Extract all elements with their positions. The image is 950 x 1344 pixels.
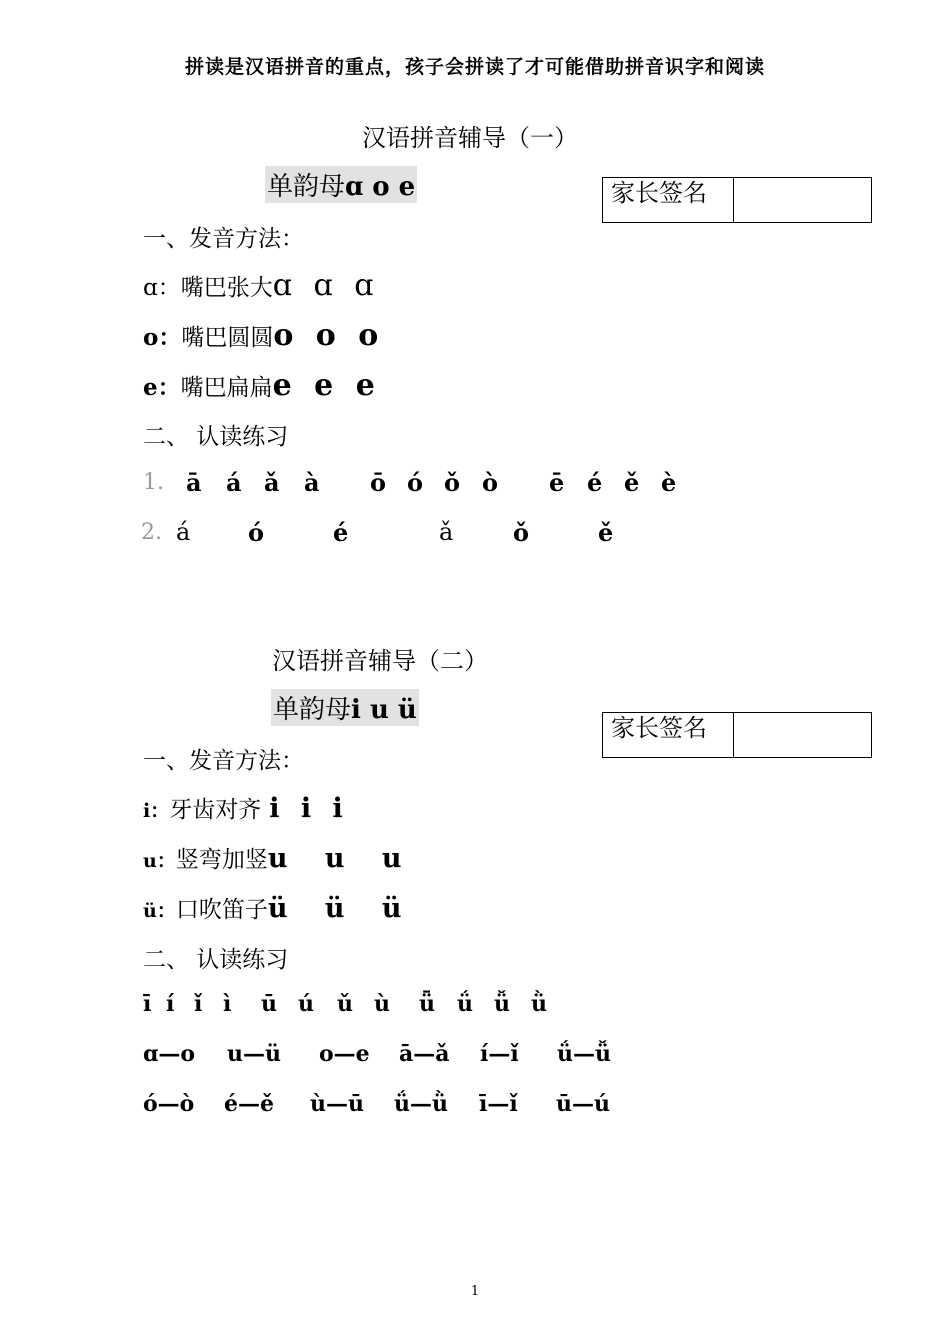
lesson1-signature-box [602,177,872,223]
syllable-pair: ū—ú [556,1091,610,1117]
syllable: é [587,468,603,497]
syllable: ǎ [264,468,280,497]
lesson2-subtitle-phonetics: i u ü [351,695,417,725]
lesson1-row2-number: 2. [141,520,162,545]
page-number: 1 [470,1284,480,1299]
syllable-pair: o—e [319,1041,370,1067]
syllable-pair: ù—ū [310,1091,364,1117]
line-text: 嘴巴圆圆 [181,325,274,351]
line-text: 牙齿对齐 [169,797,262,823]
header-note: 拼读是汉语拼音的重点，孩子会拼读了才可能借助拼音识字和阅读 [184,56,765,78]
line-label: ü： [143,900,176,922]
syllable-pair: ǘ—ǚ [557,1041,611,1067]
lesson1-line-a [143,268,379,303]
lesson2-signature-field[interactable] [734,713,871,757]
lesson1-signature-label: 家长签名 [603,178,734,222]
syllable-pair: ǘ—ǜ [394,1091,448,1117]
syllable: ā [186,468,202,497]
line-big: u u u [267,843,416,874]
syllable: ǒ [444,468,461,497]
line-label: i： [143,800,170,822]
syllable: ě [598,518,614,547]
syllable: à [304,468,320,497]
line-label: e： [143,374,181,401]
line-big: o o o [273,318,385,353]
syllable-pair: ī—ǐ [479,1091,518,1117]
syllable: á [226,468,242,497]
line-text: 口吹笛子 [175,897,268,923]
syllable: ǘ [457,991,473,1017]
lesson1-line-e [143,368,381,403]
line-text: 竖弯加竖 [175,847,268,873]
syllable: ē [549,468,565,497]
line-big: i i i [269,793,349,824]
syllable: ǎ [439,518,454,546]
lesson1-title: 汉语拼音辅导（一） [362,124,578,152]
lesson2-section1-heading: 一、发音方法： [143,748,304,774]
line-label: u： [143,850,176,872]
lesson1-row1-number: 1. [143,470,164,495]
lesson1-section2-heading: 二、 认读练习 [143,424,289,450]
syllable-pair: í—ǐ [480,1041,519,1067]
syllable: á [176,518,191,546]
syllable: ǒ [513,518,530,547]
syllable-pair: é—ě [224,1091,274,1117]
lesson2-subtitle-cn: 单韵母 [273,695,352,725]
syllable: ī [143,991,152,1017]
lesson2-line-u [143,841,416,874]
line-text: 嘴巴张大 [180,275,273,301]
syllable: ó [248,518,265,547]
syllable: í [166,991,175,1017]
line-big: e e e [272,368,381,403]
syllable: ū [261,991,277,1017]
lesson2-subtitle [271,689,419,726]
line-big: ɑ ɑ ɑ [272,268,380,303]
lesson1-signature-field[interactable] [734,178,871,222]
syllable: ǔ [337,991,353,1017]
syllable-pair: u—ü [227,1041,281,1067]
line-label: o： [143,324,182,351]
syllable: ǖ [419,991,435,1017]
syllable: ú [298,991,314,1017]
syllable: ǐ [194,991,203,1017]
syllable: è [661,468,677,497]
syllable: ù [374,991,390,1017]
syllable: ì [223,991,232,1017]
lesson2-line-i [143,791,349,824]
syllable-pair: ɑ—o [143,1041,196,1067]
lesson2-title: 汉语拼音辅导（二） [272,647,488,675]
syllable: ě [624,468,640,497]
lesson2-signature-box [602,712,872,758]
lesson2-signature-label: 家长签名 [603,713,734,757]
lesson1-subtitle [265,166,417,203]
line-big: ü ü ü [267,893,416,924]
syllable-pair: ā—ǎ [399,1041,450,1067]
syllable: ǜ [531,991,547,1017]
syllable: ò [482,468,499,497]
lesson1-line-o [143,318,384,353]
lesson1-subtitle-cn: 单韵母 [267,172,346,202]
syllable: ǚ [494,991,510,1017]
lesson1-section1-heading: 一、发音方法： [143,226,304,252]
line-label: ɑ： [143,275,181,301]
line-text: 嘴巴扁扁 [180,375,273,401]
syllable: é [333,518,349,547]
syllable-pair: ó—ò [143,1091,195,1117]
lesson1-subtitle-phonetics: ɑ o e [345,172,416,202]
syllable: ō [370,468,387,497]
syllable: ó [407,468,424,497]
lesson2-section2-heading: 二、 认读练习 [143,947,289,973]
lesson2-line-v [143,891,416,924]
